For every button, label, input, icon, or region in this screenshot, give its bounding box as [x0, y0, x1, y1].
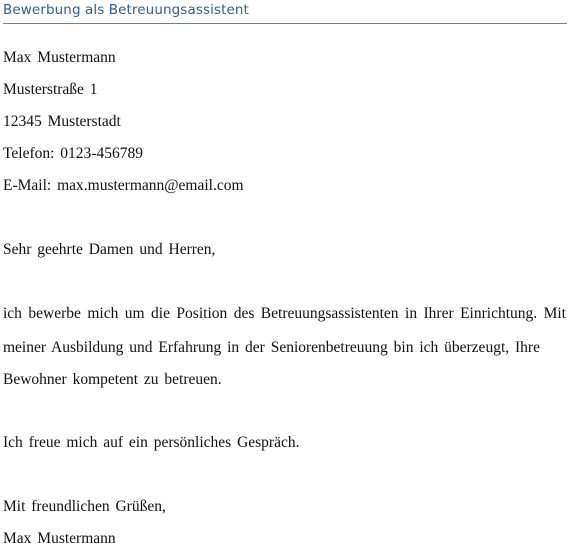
closing-phrase: Mit freundlichen Grüßen,	[3, 498, 166, 515]
signature-name: Max Mustermann	[3, 530, 116, 547]
closing-paragraph: Ich freue mich auf ein persönliches Gespräch.	[3, 434, 300, 451]
sender-email: E-Mail: max.mustermann@email.com	[3, 177, 244, 194]
sender-city: 12345 Musterstadt	[3, 113, 121, 130]
body-line-2: meiner Ausbildung und Erfahrung in der Seniorenbetreuung bin ich überzeugt, Ihre	[3, 339, 540, 356]
salutation: Sehr geehrte Damen und Herren,	[3, 241, 216, 258]
document-header	[3, 0, 567, 24]
document-title: Bewerbung als Betreuungsassistent	[3, 2, 249, 18]
body-line-1: ich bewerbe mich um die Position des Betreuungsassistenten in Ihrer Einrichtung. Mit	[3, 305, 566, 322]
sender-name: Max Mustermann	[3, 49, 116, 66]
body-line-3: Bewohner kompetent zu betreuen.	[3, 371, 222, 388]
sender-street: Musterstraße 1	[3, 81, 98, 98]
sender-phone: Telefon: 0123-456789	[3, 145, 143, 162]
